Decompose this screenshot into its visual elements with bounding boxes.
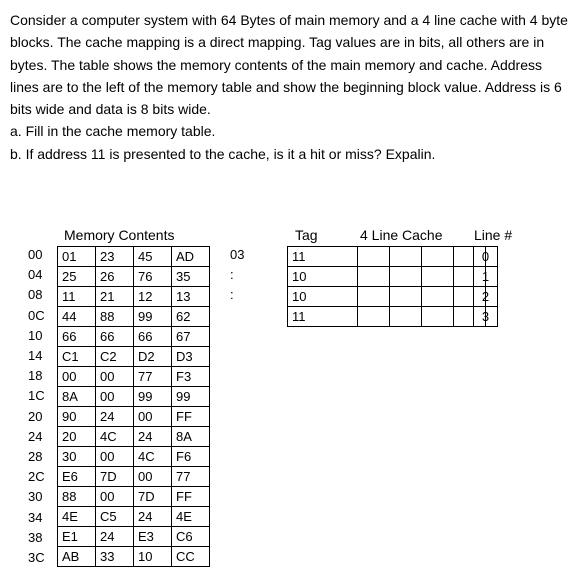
memory-cell: F6 (172, 447, 210, 467)
cache-data-cell[interactable] (358, 307, 390, 327)
cache-row (288, 307, 486, 327)
memory-cell: 00 (134, 407, 172, 427)
memory-cell: D3 (172, 347, 210, 367)
memory-cell: 35 (172, 267, 210, 287)
memory-cell: 7D (96, 467, 134, 487)
memory-row (58, 447, 210, 467)
cache-header: 4 Line Cache (360, 227, 443, 243)
cache-data-cell[interactable] (390, 247, 422, 267)
memory-cell: 00 (134, 467, 172, 487)
memory-cell: 00 (96, 387, 134, 407)
memory-cell: 11 (58, 287, 96, 307)
memory-cell: 62 (172, 307, 210, 327)
memory-cell: 33 (96, 547, 134, 567)
memory-cell: 00 (96, 487, 134, 507)
memory-row (58, 527, 210, 547)
memory-cell: 66 (58, 327, 96, 347)
memory-cell: 8A (58, 387, 96, 407)
memory-address-label: 04 (28, 267, 43, 283)
cache-data-cell[interactable] (422, 287, 454, 307)
memory-cell: 00 (58, 367, 96, 387)
question-text (10, 9, 570, 165)
memory-cell: 99 (172, 387, 210, 407)
memory-address-label: 38 (28, 529, 43, 545)
memory-side-note: : (230, 267, 234, 283)
cache-data-cell[interactable] (358, 247, 390, 267)
memory-cell: 99 (134, 307, 172, 327)
memory-address-label: 28 (28, 449, 43, 464)
line-row (474, 287, 498, 307)
cache-table (287, 246, 486, 327)
memory-row (58, 247, 210, 267)
question-item-b: b. If address 11 is presented to the cache, is it a hit or miss? Expalin. (10, 145, 436, 162)
cache-tag-cell: 11 (288, 247, 358, 267)
memory-cell: 7D (134, 487, 172, 507)
memory-cell: 8A (172, 427, 210, 447)
memory-cell: C5 (96, 507, 134, 527)
cache-data-cell[interactable] (390, 307, 422, 327)
memory-address-label: 18 (28, 368, 43, 384)
memory-address-label: 3C (28, 550, 45, 565)
cache-data-cell[interactable] (358, 267, 390, 287)
memory-address-label: 24 (28, 428, 43, 444)
memory-address-label: 30 (28, 489, 43, 505)
memory-cell: 4E (58, 507, 96, 527)
cache-data-cell[interactable] (390, 267, 422, 287)
memory-cell: 24 (134, 427, 172, 447)
memory-address-label: 08 (28, 287, 43, 303)
memory-cell: 13 (172, 287, 210, 307)
memory-cell: 10 (134, 547, 172, 567)
memory-address-label: 20 (28, 408, 43, 424)
memory-cell: CC (172, 547, 210, 567)
memory-cell: 77 (134, 367, 172, 387)
memory-cell: 4C (96, 427, 134, 447)
cache-data-cell[interactable] (358, 287, 390, 307)
cache-data-cell[interactable] (422, 267, 454, 287)
line-number-cell: 0 (474, 247, 498, 267)
cache-data-cell[interactable] (422, 307, 454, 327)
memory-row (58, 307, 210, 327)
memory-cell: C2 (96, 347, 134, 367)
question-intro: Consider a computer system with 64 Bytes of main memory and a 4 line cache with 4 byte blocks. The cache mapping is a direct mapping. Tag values are in bits, all others are in bytes. The table shows the memory contents of the main memory and cache. Address lines are to the left of the memory table and show the beginning block value. Address is 6 bits wide and data is 8 bits wide. (10, 12, 568, 118)
memory-address-label: 0C (28, 307, 45, 323)
memory-row (58, 347, 210, 367)
memory-side-note: : (230, 287, 234, 303)
memory-cell: 21 (96, 287, 134, 307)
memory-cell: 24 (96, 407, 134, 427)
cache-data-cell[interactable] (422, 247, 454, 267)
memory-cell: 23 (96, 247, 134, 267)
memory-cell: 66 (96, 327, 134, 347)
memory-cell: 24 (96, 527, 134, 547)
memory-cell: FF (172, 487, 210, 507)
memory-row (58, 327, 210, 347)
memory-cell: 88 (58, 487, 96, 507)
line-row (474, 267, 498, 287)
memory-side-note: 03 (230, 247, 245, 262)
cache-row (288, 247, 486, 267)
memory-contents-title: Memory Contents (64, 227, 175, 243)
memory-address-label: 1C (28, 388, 45, 404)
memory-cell: 30 (58, 447, 96, 467)
memory-cell: 90 (58, 407, 96, 427)
memory-cell: 12 (134, 287, 172, 307)
memory-address-label: 34 (28, 509, 43, 525)
memory-cell: AB (58, 547, 96, 567)
memory-cell: 24 (134, 507, 172, 527)
cache-tag-cell: 11 (288, 307, 358, 327)
memory-cell: E1 (58, 527, 96, 547)
memory-cell: 67 (172, 327, 210, 347)
memory-address-label: 14 (28, 348, 43, 363)
memory-address-label: 00 (28, 247, 43, 262)
cache-row (288, 267, 486, 287)
memory-cell: 4E (172, 507, 210, 527)
memory-cell: FF (172, 407, 210, 427)
memory-cell: 77 (172, 467, 210, 487)
cache-data-cell[interactable] (390, 287, 422, 307)
memory-cell: 01 (58, 247, 96, 267)
memory-row (58, 467, 210, 487)
question-item-a: a. Fill in the cache memory table. (10, 123, 216, 140)
cache-tag-cell: 10 (288, 287, 358, 307)
line-number-header: Line # (474, 227, 513, 243)
memory-row (58, 407, 210, 427)
memory-cell: 20 (58, 427, 96, 447)
memory-cell: C1 (58, 347, 96, 367)
memory-cell: C6 (172, 527, 210, 547)
line-number-table (473, 246, 498, 327)
tag-header: Tag (295, 227, 318, 243)
memory-cell: 00 (96, 367, 134, 387)
cache-tag-cell: 10 (288, 267, 358, 287)
cache-row (288, 287, 486, 307)
memory-cell: 25 (58, 267, 96, 287)
memory-row (58, 427, 210, 447)
memory-row (58, 367, 210, 387)
memory-cell: 00 (96, 447, 134, 467)
memory-address-label: 10 (28, 327, 43, 343)
memory-row (58, 287, 210, 307)
memory-cell: 99 (134, 387, 172, 407)
memory-cell: 26 (96, 267, 134, 287)
line-number-cell: 2 (474, 287, 498, 307)
memory-cell: 76 (134, 267, 172, 287)
memory-cell: E6 (58, 467, 96, 487)
memory-row (58, 267, 210, 287)
memory-cell: 44 (58, 307, 96, 327)
memory-cell: E3 (134, 527, 172, 547)
memory-table (57, 246, 210, 567)
line-row (474, 247, 498, 267)
memory-cell: 88 (96, 307, 134, 327)
line-number-cell: 3 (474, 307, 498, 327)
memory-cell: D2 (134, 347, 172, 367)
memory-row (58, 487, 210, 507)
line-number-cell: 1 (474, 267, 498, 287)
memory-cell: 45 (134, 247, 172, 267)
memory-row (58, 507, 210, 527)
memory-address-label: 2C (28, 469, 45, 485)
memory-cell: 4C (134, 447, 172, 467)
memory-row (58, 387, 210, 407)
memory-row (58, 547, 210, 567)
memory-cell: 66 (134, 327, 172, 347)
memory-cell: AD (172, 247, 210, 267)
line-row (474, 307, 498, 327)
memory-cell: F3 (172, 367, 210, 387)
